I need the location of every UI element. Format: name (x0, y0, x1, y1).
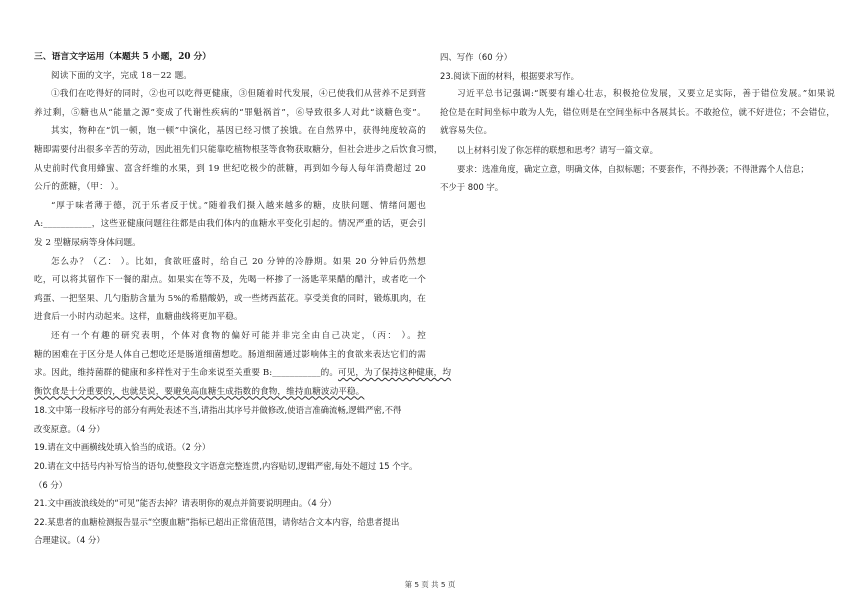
question-22-line-2: 合理建议。（4 分） (34, 535, 105, 546)
wavy-underline-continued: 衡饮食是十分重要的，也就是说，要避免高血糖生成指数的食物，维持血糖波动平稳。 (34, 386, 365, 397)
paragraph-2-line-3: 从史前时代食用蜂蜜、富含纤维的水果，到 19 世纪吃极少的蔗糖，再到如今每人每年消费超过 20 (34, 163, 426, 174)
requirements-line-2: 不少于 800 字。 (440, 182, 504, 193)
reading-intro: 阅读下面的文字，完成 18－22 题。 (51, 70, 192, 81)
question-20-line-2: （6 分） (34, 479, 68, 490)
material-line-1: 习近平总书记强调:“既要有雄心壮志，积极抢位发展，又要立足实际，善于错位发展。”如果说 (457, 89, 835, 100)
paragraph-3-line-1: “厚于味者薄于德，沉于乐者反于忧。”随着我们摄入越来越多的糖，皮肤问题、情绪问题也 (51, 200, 426, 211)
requirements-line-1: 要求：选准角度，确定立意，明确文体，自拟标题；不要套作，不得抄袭；不得泄露个人信息； (457, 163, 809, 174)
paragraph-2-line-1: 其实，物种在“饥一顿，饱一顿”中演化，基因已经习惯了挨饿。在自然界中，获得纯度较高的 (51, 126, 426, 137)
right-column (440, 48, 835, 197)
question-18-line-2: 改变原意。（4 分） (34, 423, 105, 434)
question-20-line-1: 20.请在文中括号内补写恰当的语句,使整段文字语意完整连贯,内容贴切,逻辑严密,每处不超过 15 个字。 (34, 461, 418, 472)
paragraph-4-line-3: 鸡蛋、一把坚果、几勺脂肪含量为 5%的希腊酸奶，或一些烤西蓝花。享受美食的同时，锻炼肌肉，在 (34, 293, 426, 304)
paragraph-4-line-1: 怎么办？（乙： ）。比如，食欲旺盛时，给自己 20 分钟的冷静期。如果 20 分钟后仍然想 (51, 256, 426, 267)
section-3-title: 三、语言文字运用（本题共 5 小题，20 分） (34, 52, 212, 62)
section-4-title: 四、写作（60 分） (440, 52, 512, 62)
paragraph-2-line-4: 公斤的蔗糖，（甲： ）。 (34, 182, 124, 193)
wavy-underline-kejian: 可见，为了保持这种健康，均 (338, 368, 452, 379)
paragraph-1-line-1: ①我们在吃得好的同时，②也可以吃得更健康，③但随着时代发展，④已使我们从营养不足到营 (51, 89, 426, 100)
paragraph-5-line-1: 还有一个有趣的研究表明，个体对食物的偏好可能并非完全由自己决定，（丙： ）。控 (51, 330, 426, 341)
material-line-2: 抢位是在时间坐标中敢为人先，错位则是在空间坐标中各展其长。不敢抢位，就不好进位；不会错位， (440, 107, 835, 118)
paragraph-4-line-4: 进食后一小时内动起来。这样，血糖曲线将更加平稳。 (34, 312, 243, 323)
paragraph-5-line-3 (34, 364, 452, 383)
page-number-footer: 第 5 页 共 5 页 (404, 580, 456, 589)
writing-prompt: 以上材料引发了你怎样的联想和思考？请写一篇文章。 (457, 144, 658, 155)
material-line-3: 就容易失位。 (440, 126, 493, 137)
question-19: 19.请在文中画横线处填入恰当的成语。（2 分） (34, 442, 211, 453)
left-column (34, 48, 452, 550)
paragraph-3-line-3: 发 2 型糖尿病等身体问题。 (34, 237, 141, 248)
paragraph-2-line-2: 糖即需要付出很多辛苦的劳动，因此祖先们只能靠吃植物根茎等食物获取糖分，但社会进步之后饮食习惯， (34, 144, 443, 155)
paragraph-5-line-3-text: 求。因此，维持菌群的健康和多样性对于生命来说至关重要 B:___________的。 (34, 368, 339, 379)
paragraph-1-line-2: 养过剩，⑤糖也从“能量之源”变成了代谢性疾病的“罪魁祸首”，⑥导致很多人对此“谈糖色变”。 (34, 107, 426, 118)
question-18-line-1: 18.文中第一段标序号的部分有两处表述不当,请指出其序号并做修改,使语言准确流畅,逻辑严密,不得 (34, 405, 402, 416)
paragraph-5-line-2: 糖的困难在于区分是人体自己想吃还是肠道细菌想吃。肠道细菌通过影响体主的食欲来表达它们的需 (34, 349, 426, 360)
question-21: 21.文中画波浪线处的“可见”能否去掉？请表明你的观点并简要说明理由。（4 分） (34, 498, 337, 509)
paragraph-3-line-2: A:___________，这些亚健康问题往往都是由我们体内的血糖水平变化引起的。情况严重的话，更会引 (34, 219, 426, 230)
question-23: 23.阅读下面的材料，根据要求写作。 (440, 70, 579, 81)
paragraph-5-line-4 (34, 383, 426, 402)
question-22-line-1: 22.某患者的血糖检测报告显示“空腹血糖”指标已超出正常值范围，请你结合文本内容，给患者提出 (34, 516, 400, 527)
paragraph-4-line-2: 吃，可以将其留作下一餐的甜点。如果实在等不及，先喝一杯掺了一汤匙苹果醋的醋汁，或者吃一个 (34, 275, 426, 286)
